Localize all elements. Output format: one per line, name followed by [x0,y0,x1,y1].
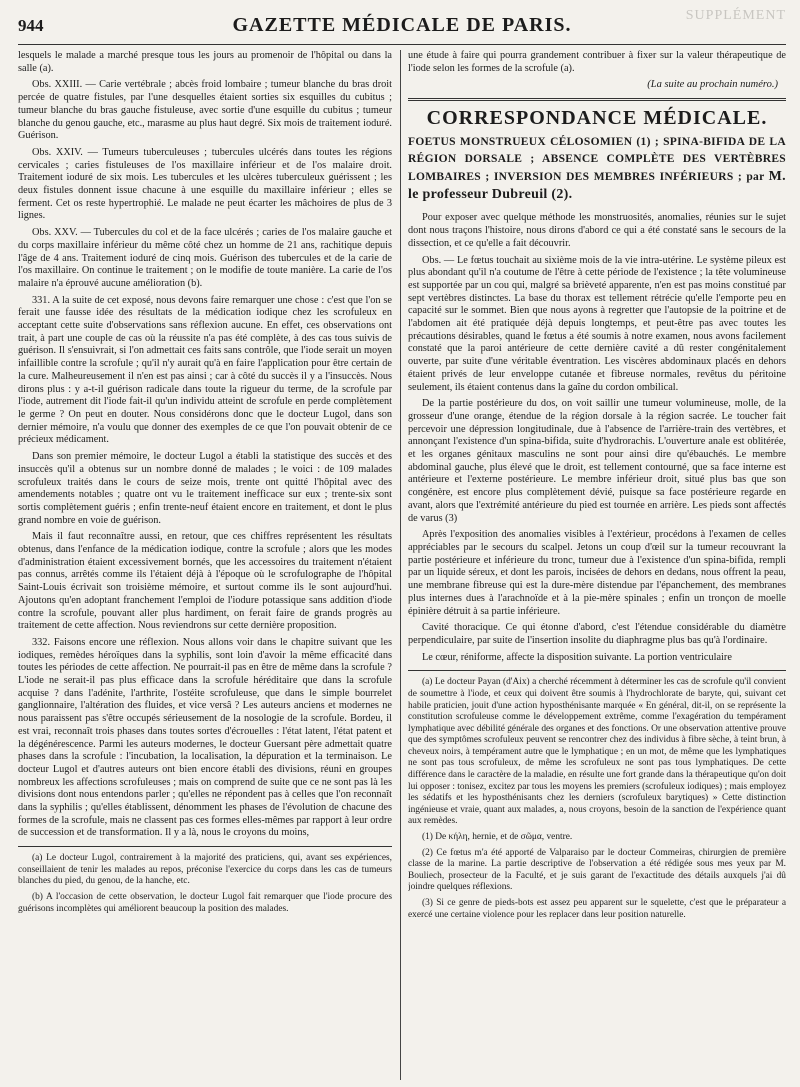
paragraph-lugol-statistics: Dans son premier mémoire, le docteur Lugol a établi la statistique des succès et des insuccès qu'il a obtenus sur un nombre donné de malades ; le voici : de 109 malades scrofuleux traités dans le cours de seize mois, trente ont quitté l'hôpital avec des amendements notables ; quatre ont vu le traitement inefficace sur eux ; trente-six sont sortis complètement guéris ; enfin trente-neuf étaient encore en traitement, et dont le plus grand nombre en voie de guérison. [18,451,392,526]
left-column [18,50,392,1080]
footnote-rule-right [408,670,786,671]
observation-xxiv: Obs. XXIV. — Tumeurs tuberculeuses ; tubercules ulcérés dans toutes les régions cervicales ; caries fistuleuses de l'os maxillaire inférieur et de l'os malaire droit. Traitement ioduré de six mois. Les tubercules et les ulcères tuberculeux guérissent ; les deux fistules donnent issue chacune à une esquille du maxillaire inférieur ; elles se ferment. Cet os reste hypertrophié. Le malade ne peut écarter les mâchoires de plus de 3 lignes. [18,146,392,222]
footnote-1: (1) De κήλη, hernie, et de σῶμα, ventre. [422,832,573,843]
journal-title: GAZETTE MÉDICALE DE PARIS. [232,14,572,36]
right-column [408,50,786,1080]
paragraph-article-intro: Pour exposer avec quelque méthode les monstruosités, anomalies, réunies sur le sujet dont nous traçons l'histoire, nous dirons d'abord ce qui a été constaté sans le secours de la dissection, et ce qu'elle a fait découvrir. [408,212,786,249]
article-author: M. le professeur Dubreuil (2). [408,169,786,203]
article-title [408,134,786,204]
footnote-rule [18,846,392,847]
footnote-b: (b) A l'occasion de cette observation, le docteur Lugol fait remarquer que l'iode procure des guérisons incomplètes qui améliorent beaucoup la position des malades. [18,891,392,914]
paragraph-heart: Le cœur, réniforme, affecte la disposition suivante. La portion ventriculaire [422,651,732,663]
paragraph-dissection: Après l'exposition des anomalies visibles à l'extérieur, procédons à l'examen de celles appréciables par le secours du scalpel. Jetons un coup d'œil sur la tumeur recouvrant la partie postérieure et inférieure du tronc, tumeur due à l'existence d'un spina-bifida, rempli par un liquide séreux, et dont les parois, incisées de dehors en dedans, nous offrent la peau, une membrane fibreuse qui est la dure-mère distendue par l'épanchement, des membranes plus internes dues à l'arachnoïde et à la pie-mère spinales ; enfin un tronçon de moelle épinière détruit à sa partie inférieure. [408,529,786,617]
page-number: 944 [18,16,44,35]
footnote-a: (a) Le docteur Lugol, contrairement à la majorité des praticiens, qui, avant ses expériences, conseillaient de tenir les malades au repos, préconise l'exercice du corps dans les cas de tumeurs blanches du pied, du genou, de la hanche, etc. [18,853,392,887]
paragraph-posterior: De la partie postérieure du dos, on voit saillir une tumeur volumineuse, molle, de la grosseur d'une orange, étendue de la région dorsale à la région sacrée. Le toucher fait percevoir une dépression longitudinale, due à l'absence de l'arrière-train des vertèbres, et annonçant l'existence d'un spina-bifida, suite d'hydrorachis. L'ouverture anale est oblitérée, et les organes génitaux masculins ne sont pour ainsi dire qu'ébauchés. Le membre abdominal gauche, plus élevé que le droit, est tellement contourné, que sa face interne est antérieure et l'externe postérieure. Le membre inférieur droit, situé plus bas que son congénère, est encore plus complètement dévié, puisque sa face postérieure regarde en avant, alors que l'extrémité antérieure du pied est tournée en arrière. Les pieds sont affectés de varus (3) [408,398,786,524]
article-title-text: FOETUS MONSTRUEUX CÉLOSOMIEN (1) ; SPINA-BIFIDA DE LA RÉGION DORSALE ; ABSENCE COMPLÈTE DES VERTÈBRES LOMBAIRES ; INVERSION DES MEMBRES INFÉRIEURS ; par [408,136,786,184]
observation-xxv: Obs. XXV. — Tubercules du col et de la face ulcérés ; caries de l'os malaire gauche et du corps maxillaire inférieur du même côté chez un homme de 21 ans, rachitique depuis l'âge de 4 ans. Traitement ioduré de cinq mois. Guérison des tubercules et de la carie de l'os maxillaire. On continue le traitement ; on le modifie de toute manière. La carie de l'os malaire n'a éprouvé aucune amélioration (b). [18,227,392,289]
footnote-2: (2) Ce fœtus m'a été apporté de Valparaiso par le docteur Commeiras, chirurgien de première classe de la marine. La partie descriptive de l'observation a été rédigée sous mes yeux par M. Bouliech, prosecteur de la Faculté, et je suis garant de l'exactitude des détails auxquels j'ai dû joindre quelques réflexions. [408,847,786,893]
right-footnotes [408,677,786,921]
column-divider [400,50,401,1080]
text-columns [18,50,786,1080]
bleed-through-text: SUPPLÉMENT [685,8,786,23]
footnote-3: (3) Si ce genre de pieds-bots est assez peu apparent sur le squelette, c'est que le préparateur a exercé une certaine violence pour les replacer dans leur position naturelle. [408,898,786,920]
to-be-continued: (La suite au prochain numéro.) [647,79,778,91]
paragraph-intro: lesquels le malade a marché presque tous les jours au promenoir de l'hôpital ou dans la salle (a). [18,50,392,74]
paragraph-observation: Obs. — Le fœtus touchait au sixième mois de la vie intra-utérine. Le système pileux est plus abondant qu'il n'a coutume de l'être à cette période de l'existence ; la tête volumineuse est supportée par un cou qui, malgré sa brièveté apparente, n'en est pas moins constitué par sept vertèbres distinctes. La base du thorax est tellement rétrécie qu'elle l'emporte peu en capacité sur le sommet. Bien que nous ayons à regretter que l'autopsie de la poitrine et de l'abdomen ait été pratiquée déjà depuis longtemps, et peut-être pas avec toutes les précautions désirables, quand le fœtus a été soumis à notre examen, nous avons facilement constaté que la paroi antérieure de cette dernière cavité a dû rester congénitalement ouverte, par suite d'une véritable éventration. Les viscères abdominaux placés en dehors étaient privés de leur enveloppe cutanée et fibreuse normales, revêtus du péritoine seulement, ils étaient contenus dans la gaîne du cordon ombilical. [408,254,786,393]
section-rule [408,98,786,101]
observation-xxiii: Obs. XXIII. — Carie vertébrale ; abcès froid lombaire ; tumeur blanche du bras droit percée de quatre fistules, par l'une desquelles étaient sorties six esquilles du cubitus ; tumeur blanche du bras gauche fistuleuse, avec sortie d'une esquille du cubitus ; tumeur blanche du genou gauche, etc., marasme au plus haut degré. Six mois de traitement ioduré. Guérison. [18,79,392,142]
page-header [18,10,786,45]
footnote-a-right: (a) Le docteur Payan (d'Aix) a cherché récemment à déterminer les cas de scrofule qu'il convient de soumettre à l'iode, et ceux qui doivent être soumis à l'hydrochlorate de baryte, qui, suivant cet habile praticien, jouit d'une action hyposthénisante marquée « En général, dit-il, on se représente la constitution scrofuleuse comme le développement extrême, comme l'exagération du tempérament lymphatique avec débilité générale des organes et des fonctions. Or une observation attentive prouve que des symptômes scrofuleux peuvent se rencontrer chez des individus à fibre sèche, à teint brun, à cheveux noirs, à tempérament autre que le lymphatique ; en un mot, de même que les lymphatiques ne sont pas tous scrofuleux, de même les scrofuleux ne sont pas tous lymphatiques. De cette différence dans le caractère de la maladie, en résulte une fort grande dans la thérapeutique qu'on doit lui opposer : tonisez, excitez par tous les moyens les premiers (scrofuleux iodiques) ; mais employez les sédatifs et les hyposthénisants chez les derniers (scrofuleux barytiques) » Cette distinction ingénieuse et vraie, quant aux malades, a, nous croyons, besoin de la sanction de l'expérience quant aux remèdes. [408,677,786,827]
section-title: CORRESPONDANCE MÉDICALE. [426,107,768,130]
paragraph-331: 331. A la suite de cet exposé, nous devons faire remarquer une chose : c'est que l'on se ferait une fausse idée des résultats de la médication iodique chez les scrofuleux en acceptant cette suite d'observations sans réflexion aucune. En effet, ces observations ont trait, à part une couple de cas où la réussite n'a pas été complète, à des cas tous suivis de guérison. Il s'ensuivrait, si l'on admettait ces faits sans contrôle, que l'iode serait un moyen infaillible contre la scrofule ; qu'il n'y aurait qu'à en faire l'application pour être certain de la cure. Malheureusement il n'en est pas ainsi ; car à côté du succès il y a l'insuccès. Nous dirons plus : y a-t-il guérison radicale dans toute la rigueur du terme, de la scrofule par l'iode, autrement dit l'iode fait-il qu'un individu atteint de scrofule en perde complètement le germe ? On peut en douter. Nous considérons donc que le docteur Lugol, dans son dernier mémoire, n'a voulu que donner des exemples de ce que l'on pouvait obtenir de ce précieux médicament. [18,294,392,446]
paragraph-mais: Mais il faut reconnaître aussi, en retour, que ces chiffres représentent les résultats obtenus, dans l'enfance de la médication iodique, contre la scrofule ; alors que les modes d'administration étaient excessivement bornés, que les accessoires du traitement n'étaient pas connus, arrêtés comme ils l'étaient déjà à l'époque où le scrofulographe de l'hôpital Saint-Louis écrivait son troisième mémoire, et surtout comme ils le sont aujourd'hui. Ajoutons qu'en adoptant franchement l'emploi de l'iodure potassique sans addition d'iode contre la scrofule, pouvant aller plus hardiment, on ferait faire de grands progrès au traitement de cette affection. Nous reviendrons sur cette dernière proposition. [18,531,392,632]
newspaper-page [18,10,786,1080]
paragraph-continuation: une étude à faire qui pourra grandement contribuer à fixer sur la valeur thérapeutique de l'iode selon les formes de la scrofule (a). [408,50,786,74]
left-footnotes [18,853,392,915]
paragraph-thoracic-cavity: Cavité thoracique. Ce qui étonne d'abord, c'est l'étendue considérable du diamètre perpendiculaire, par suite de l'insertion insolite du diaphragme plus bas qu'à l'ordinaire. [408,622,786,646]
paragraph-332: 332. Faisons encore une réflexion. Nous allons voir dans le chapitre suivant que les iodiques, remèdes héroïques dans la syphilis, sont loin d'avoir la même efficacité dans toutes les périodes de cette affection. Ne pourrait-il pas en être de même dans la scrofule ? L'iode ne serait-il pas plus efficace dans la scrofule héréditaire que dans la scrofule acquise ? dans l'adénite, l'arthrite, l'ostéite scrofuleuse, que dans le simple bourrelet ganglionnaire, l'altération des fluides, et vice versâ ? Les auteurs anciens et modernes ne nous paraissent pas s'être occupés sérieusement de la nosologie de la scrofule. Bordeu, il est vrai, reconnaît trois phases dans toutes sortes d'écrouelles : l'état latent, l'état patent et la dégénérescence. Parmi les auteurs modernes, le docteur Guersant père admettait quatre phases dans la scrofule : l'incubation, la localisation, la dépuration et la terminaison. Le docteur Lugol et d'autres auteurs ont bien encore établi des divisions, réuni en groupes nombreux les affections scrofuleuses ; mais on comprend de suite que ce ne sont pas là les divisions dont nous entendons parler ; qu'elles ne répondent pas à celles que l'on reconnaît dans la syphilis ; qu'elles établissent, dénomment les phases de l'évolution de chacune des formes de la scrofule, mais ne classent pas ces formes elles-mêmes par rapport à leur ordre de succession et de transformation. Il y a là, nous le croyons du moins, [18,636,392,839]
